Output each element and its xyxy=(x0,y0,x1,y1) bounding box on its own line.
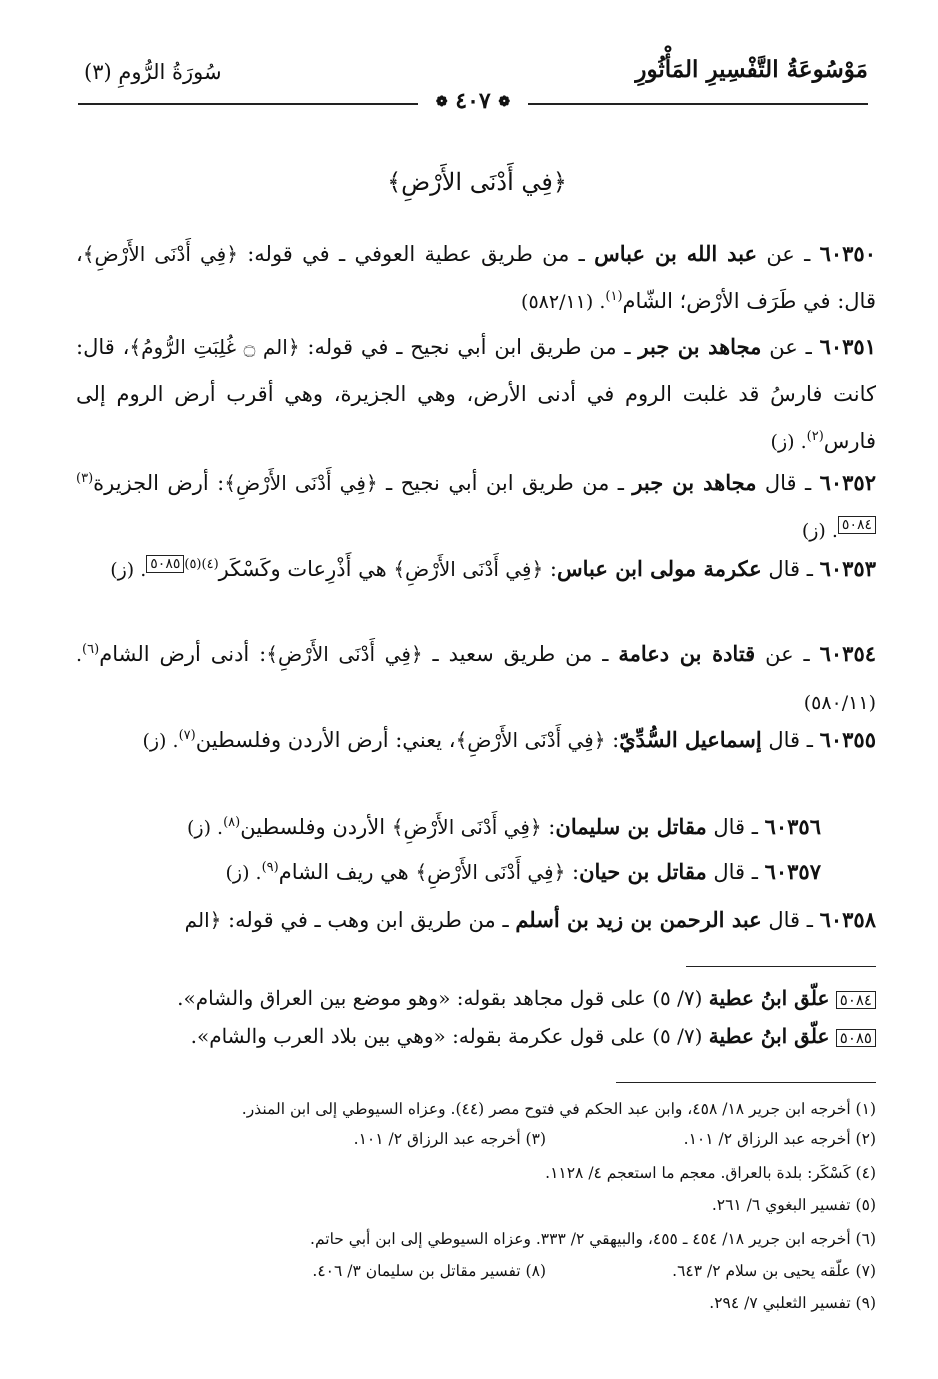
footnote-marker[interactable]: (١) xyxy=(605,289,623,304)
quran-quote: ﴿فِي أَدْنَى الأَرْضِ﴾ xyxy=(415,860,566,884)
entry-number: ٦٠٣٥١ xyxy=(819,334,876,359)
ornament-icon: ❁ xyxy=(498,94,511,110)
quran-quote: ﴿فِي أَدْنَى الأَرْضِ﴾ xyxy=(82,242,238,266)
footnote-7: (٧) علّقه يحيى بن سلام ٢/ ٦٤٣. xyxy=(672,1262,876,1280)
entry-60353: ٦٠٣٥٣ ـ قال عكرمة مولى ابن عباس: ﴿فِي أَدْنَى الأَرْضِ﴾ هي أَذْرِعات وكَسْكَر$^{(٤)(٥)}$٥٠٨٥. (ز) xyxy=(110,556,876,581)
running-header-title: مَوْسُوعَةُ التَّفْسِيرِ المَأْثُورِ xyxy=(635,56,868,83)
narrator-name: عبد الله بن عباس xyxy=(594,241,758,266)
footnote-6: (٦) أخرجه ابن جرير ١٨/ ٤٥٤ ـ ٤٥٥، والبيهقي ٢/ ٣٣٣. وعزاه السيوطي إلى ابن أبي حاتم. xyxy=(310,1230,876,1248)
footnote-2-3 xyxy=(76,1126,876,1152)
side-note-5084 xyxy=(76,981,876,1015)
footnote-marker[interactable]: (٤)(٥) xyxy=(184,557,219,572)
entry-60350: ٦٠٣٥٠ ـ عن عبد الله بن عباس ـ من طريق عطية العوفي ـ في قوله: ﴿فِي أَدْنَى الأَرْضِ﴾، قال: في طَرَف الأرْض؛ الشّام$^{(١)}$. (٥٨٢/١١) xyxy=(76,241,876,313)
notes-separator xyxy=(686,966,876,967)
comment-box-marker[interactable]: ٥٠٨٥ xyxy=(146,555,184,573)
entry-60352: ٦٠٣٥٢ ـ قال مجاهد بن جبر ـ من طريق ابن أبي نجيح ـ ﴿فِي أَدْنَى الأَرْضِ﴾: أرض الجزيرة$^{(٣)}$٥٠٨٤. (ز) xyxy=(76,470,876,542)
volume-reference: . (ز) xyxy=(770,431,807,453)
volume-reference: . (ز) xyxy=(110,559,147,581)
comment-box-marker: ٥٠٨٤ xyxy=(836,991,876,1009)
note-author: علّق ابنُ عطية xyxy=(708,1024,830,1048)
footnote-3: (٣) أخرجه عبد الرزاق ٢/ ١٠١. xyxy=(353,1130,546,1148)
footnote-marker[interactable]: (٢) xyxy=(806,429,824,444)
volume-reference: . (ز) xyxy=(142,730,179,752)
side-note-5085 xyxy=(76,1019,876,1053)
quran-quote: ﴿الم ۝ غُلِبَتِ الرُّومُ﴾ xyxy=(129,335,300,359)
narrator-name: إسماعيل السُّدِّيّ xyxy=(619,727,762,752)
narrator-name: مقاتل بن سليمان xyxy=(555,814,707,839)
comment-box-marker: ٥٠٨٥ xyxy=(836,1029,876,1047)
quran-quote: ﴿الم xyxy=(184,908,222,932)
volume-reference: . (٥٨٢/١١) xyxy=(521,291,606,313)
quran-quote: ﴿فِي أَدْنَى الأَرْضِ﴾ xyxy=(391,815,542,839)
quran-quote: ﴿فِي أَدْنَى الأَرْضِ﴾ xyxy=(455,728,606,752)
page-number xyxy=(418,88,528,118)
entry-60358: ٦٠٣٥٨ ـ قال عبد الرحمن بن زيد بن أسلم ـ من طريق ابن وهب ـ في قوله: ﴿الم xyxy=(184,907,876,932)
narrator-name: عكرمة مولى ابن عباس xyxy=(556,556,762,581)
page-number-value: ٤٠٧ xyxy=(455,88,491,114)
volume-reference: . (٥٨٠/١١) xyxy=(76,644,876,714)
entry-60357: ٦٠٣٥٧ ـ قال مقاتل بن حيان: ﴿فِي أَدْنَى الأَرْضِ﴾ هي ريف الشام$^{(٩)}$. (ز) xyxy=(225,859,821,884)
footnote-9: (٩) تفسير الثعلبي ٧/ ٢٩٤. xyxy=(709,1294,876,1312)
narrator-name: قتادة بن دعامة xyxy=(618,641,756,666)
footnote-marker[interactable]: (٧) xyxy=(178,728,196,743)
note-author: علّق ابنُ عطية xyxy=(708,986,830,1010)
footnote-marker[interactable]: (٨) xyxy=(223,815,241,830)
section-heading: ﴿فِي أَدْنَى الأَرْضِ﴾ xyxy=(387,168,567,196)
note-text: (٧/ ٥) على قول مجاهد بقوله: «وهو موضع بين العراق والشام». xyxy=(177,986,709,1010)
entry-number: ٦٠٣٥٨ xyxy=(819,907,876,932)
entry-number: ٦٠٣٥٣ xyxy=(819,556,876,581)
volume-reference: . (ز) xyxy=(225,862,262,884)
entry-60354: ٦٠٣٥٤ ـ عن قتادة بن دعامة ـ من طريق سعيد ـ ﴿فِي أَدْنَى الأَرْضِ﴾: أدنى أرض الشام$^{(٦)}$. (٥٨٠/١١) xyxy=(76,641,877,714)
footnote-5: (٥) تفسير البغوي ٦/ ٢٦١. xyxy=(711,1196,876,1214)
entry-60351: ٦٠٣٥١ ـ عن مجاهد بن جبر ـ من طريق ابن أبي نجيح ـ في قوله: ﴿الم ۝ غُلِبَتِ الرُّومُ﴾، قال: كانت فارسُ قد غلبت الروم في أدنى الأرض، وهي الجزيرة، وهي أقرب أرض الروم إلى فارس$^{(٢)}$. (ز) xyxy=(76,334,876,453)
entry-number: ٦٠٣٥٦ xyxy=(764,814,821,839)
footnote-4: (٤) كَسْكَر: بلدة بالعراق. معجم ما استعجم ٤/ ١١٢٨. xyxy=(545,1164,876,1182)
footnote-marker[interactable]: (٣) xyxy=(76,471,94,486)
footnote-1: (١) أخرجه ابن جرير ١٨/ ٤٥٨، وابن عبد الحكم في فتوح مصر (٤٤). وعزاه السيوطي إلى ابن المنذر. xyxy=(241,1100,876,1118)
comment-box-marker[interactable]: ٥٠٨٤ xyxy=(838,516,876,534)
quran-quote: ﴿فِي أَدْنَى الأَرْضِ﴾ xyxy=(266,642,423,666)
entry-number: ٦٠٣٥٢ xyxy=(819,470,876,495)
entry-60355: ٦٠٣٥٥ ـ قال إسماعيل السُّدِّيّ: ﴿فِي أَدْنَى الأَرْضِ﴾، يعني: أرض الأردن وفلسطين$^{(٧)}$. (ز) xyxy=(142,727,876,752)
footnotes-separator xyxy=(616,1082,876,1083)
footnote-8: (٨) تفسير مقاتل بن سليمان ٣/ ٤٠٦. xyxy=(312,1262,546,1280)
quran-quote: ﴿فِي أَدْنَى الأَرْضِ﴾ xyxy=(393,557,544,581)
footnote-2: (٢) أخرجه عبد الرزاق ٢/ ١٠١. xyxy=(683,1130,876,1148)
narrator-name: مجاهد بن جبر xyxy=(632,470,757,495)
entry-number: ٦٠٣٥٥ xyxy=(819,727,876,752)
narrator-name: مقاتل بن حيان xyxy=(579,859,707,884)
entry-number: ٦٠٣٥٤ xyxy=(819,641,877,666)
ornament-icon: ❁ xyxy=(435,94,448,110)
footnote-marker[interactable]: (٦) xyxy=(82,642,100,657)
footnote-7-8 xyxy=(76,1258,876,1284)
volume-reference: . (ز) xyxy=(187,817,224,839)
narrator-name: مجاهد بن جبر xyxy=(638,334,762,359)
quran-quote: ﴿فِي أَدْنَى الأَرْضِ﴾ xyxy=(224,471,378,495)
running-header-surah: سُورَةُ الرُّومِ (٣) xyxy=(84,60,222,84)
volume-reference: . (ز) xyxy=(801,520,838,542)
entry-60356: ٦٠٣٥٦ ـ قال مقاتل بن سليمان: ﴿فِي أَدْنَى الأَرْضِ﴾ الأردن وفلسطين$^{(٨)}$. (ز) xyxy=(187,814,821,839)
entry-number: ٦٠٣٥٠ xyxy=(819,241,876,266)
entry-number: ٦٠٣٥٧ xyxy=(764,859,821,884)
note-text: (٧/ ٥) على قول عكرمة بقوله: «وهي بين بلاد العرب والشام». xyxy=(190,1024,709,1048)
footnote-marker[interactable]: (٩) xyxy=(261,860,279,875)
narrator-name: عبد الرحمن بن زيد بن أسلم xyxy=(515,907,762,932)
